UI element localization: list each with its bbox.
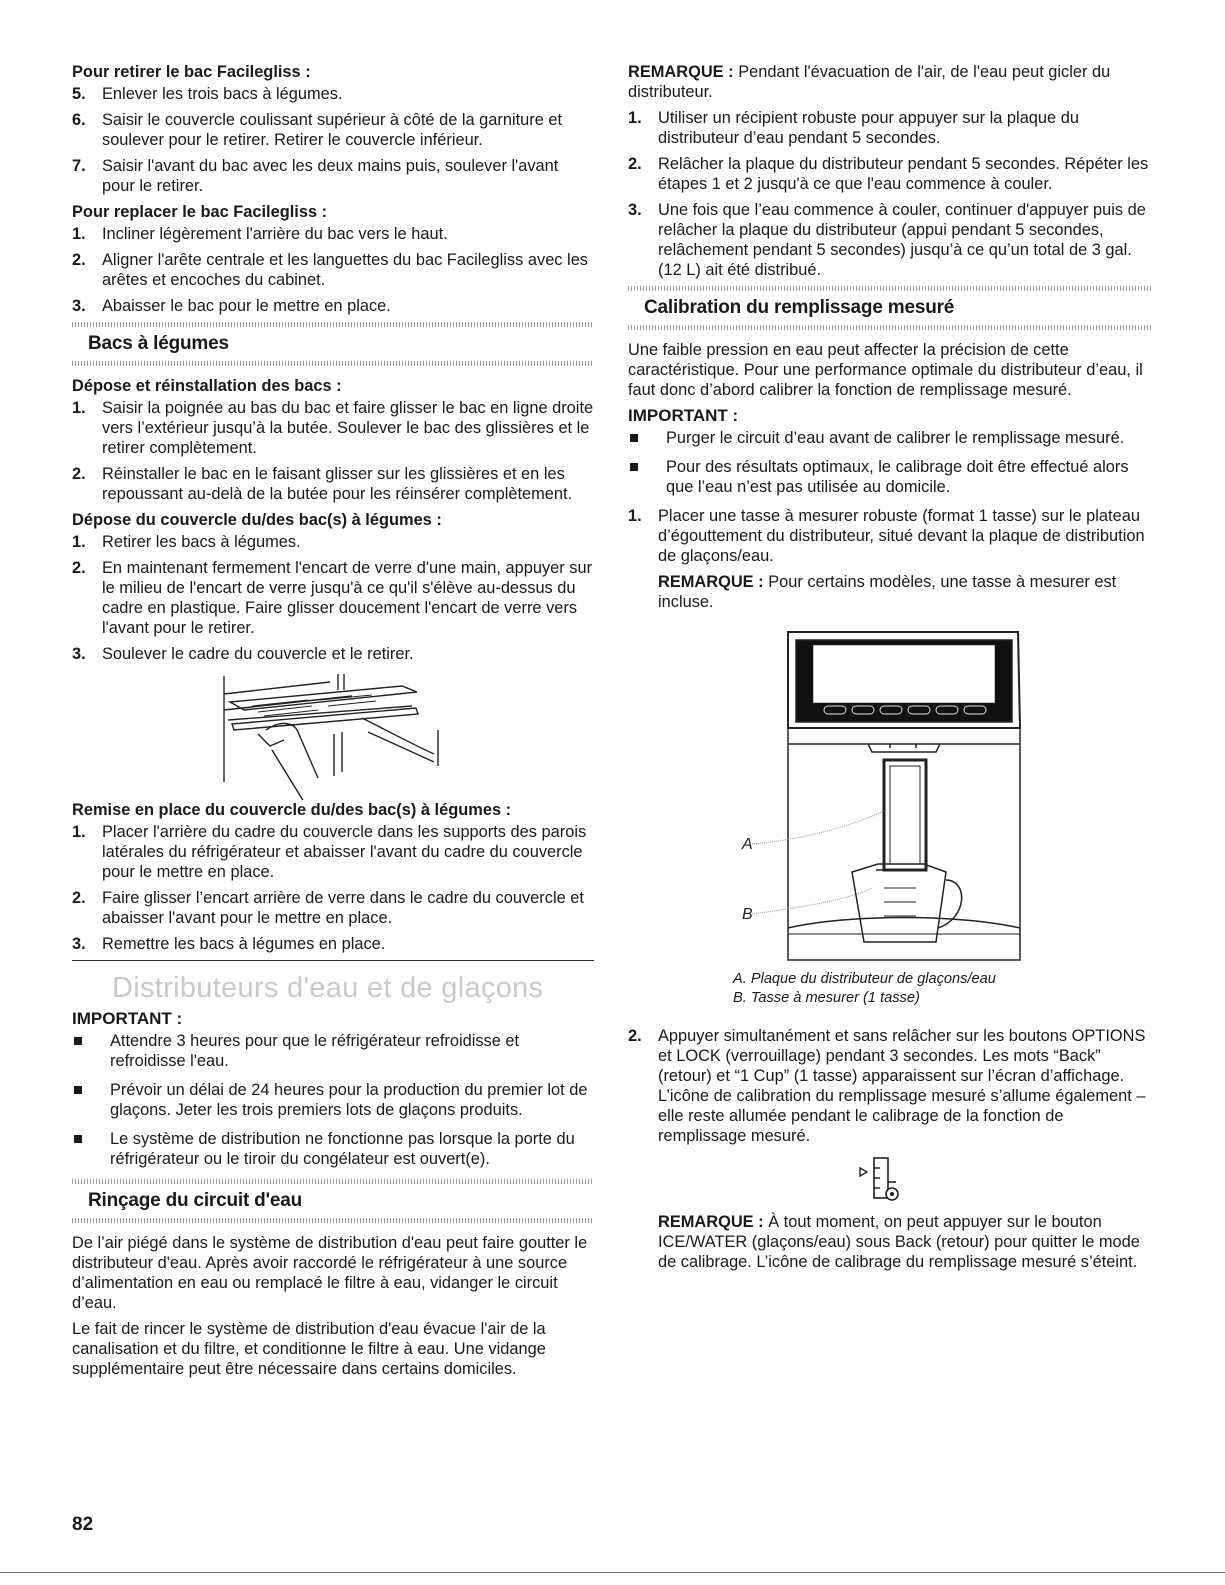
- item-text: Faire glisser l’encart arrière de verre dans le cadre du couvercle et abaisser l'avant pour le mettre en place.: [102, 889, 584, 927]
- item-number: 2.: [628, 155, 642, 173]
- note-label: REMARQUE :: [658, 1213, 764, 1231]
- right-column: [628, 62, 1153, 1278]
- list-item: [72, 934, 594, 954]
- rincage-paragraph-2: Le fait de rincer le système de distribution d'eau évacue l'air de la canalisation et du filtre, et conditionne le filtre à eau. Une vidange supplémentaire peut être nécessaire dans certains domiciles.: [72, 1320, 546, 1378]
- item-text: En maintenant fermement l'encart de verre d'une main, appuyer sur le milieu de l'encart de verre jusqu'à ce qu'il s'élève au-dessus du cadre en plastique. Faire glisser doucement l'encart de verre vers l'avant pour le retirer.: [102, 559, 593, 637]
- item-text: Saisir la poignée au bas du bac et faire glisser le bac en ligne droite vers l’extérieur jusqu’à la butée. Soulever le bac des glissières et le retirer complètement.: [102, 399, 594, 457]
- calibration-steps-2: [628, 1026, 1153, 1146]
- item-number: 2.: [72, 559, 86, 577]
- item-number: 3.: [72, 297, 86, 315]
- hatch-divider: [72, 361, 594, 366]
- list-item: [72, 1031, 594, 1071]
- item-number: 3.: [72, 935, 86, 953]
- caption-b: B. Tasse à mesurer (1 tasse): [733, 990, 920, 1006]
- sec5-list: [72, 822, 594, 954]
- sec3-list: [72, 398, 594, 504]
- sec1-title: Pour retirer le bac Facilegliss :: [72, 63, 311, 81]
- list-item: [72, 822, 594, 882]
- sec5-title: Remise en place du couvercle du/des bac(s) à légumes :: [72, 801, 512, 819]
- list-item: [72, 84, 594, 104]
- sec3-title: Dépose et réinstallation des bacs :: [72, 377, 342, 395]
- dispenser-figure: [628, 618, 1153, 968]
- list-item: [72, 110, 594, 150]
- item-number: 1.: [72, 399, 86, 417]
- list-item: [628, 108, 1153, 148]
- list-item: [72, 558, 594, 638]
- important-list: [72, 1031, 594, 1169]
- item-number: 2.: [72, 465, 86, 483]
- item-text: Abaisser le bac pour le mettre en place.: [102, 297, 391, 315]
- list-item: [72, 250, 594, 290]
- item-number: 3.: [628, 201, 642, 219]
- item-text: Relâcher la plaque du distributeur pendant 5 secondes. Répéter les étapes 1 et 2 jusqu'à ce que l'eau commence à couler.: [658, 155, 1149, 193]
- note-text: Pendant l'évacuation de l'air, de l'eau peut gicler du distributeur.: [628, 63, 1111, 101]
- list-item: [628, 200, 1153, 280]
- item-text: Aligner l'arête centrale et les languettes du bac Facilegliss avec les arêtes et encoches du cabinet.: [102, 251, 589, 289]
- item-text: Purger le circuit d’eau avant de calibrer le remplissage mesuré.: [666, 429, 1125, 447]
- calibration-heading: Calibration du remplissage mesuré: [644, 297, 955, 318]
- important-label: IMPORTANT :: [72, 1009, 183, 1028]
- item-text: Une fois que l’eau commence à couler, continuer d'appuyer puis de relâcher la plaque du distributeur (appui pendant 5 secondes, relâchement pendant 5 secondes) jusqu’à ce qu’un total de 3 gal. (12 L) ait été distribué.: [658, 201, 1146, 279]
- note-text: À tout moment, on peut appuyer sur le bouton ICE/WATER (glaçons/eau) sous Back (retour) pour quitter le mode de calibrage. L’icône de calibrage du remplissage mesuré s’éteint.: [658, 1213, 1140, 1271]
- item-text: Saisir le couvercle coulissant supérieur à côté de la garniture et soulever pour le retirer. Retirer le couvercle inférieur.: [102, 111, 563, 149]
- crisper-cover-drawing: [72, 670, 594, 800]
- note-label: REMARQUE :: [658, 573, 764, 591]
- sec1-list: [72, 84, 594, 196]
- flush-list: [628, 108, 1153, 280]
- section-rule: [72, 960, 594, 961]
- important-list: [628, 428, 1153, 497]
- figure-label-b: B: [742, 906, 753, 923]
- list-item: [72, 156, 594, 196]
- figure-label-a: A: [742, 836, 753, 853]
- hatch-divider: [72, 1179, 594, 1184]
- item-text: Attendre 3 heures pour que le réfrigérateur refroidisse et refroidisse l'eau.: [110, 1032, 520, 1070]
- item-text: Enlever les trois bacs à légumes.: [102, 85, 343, 103]
- list-item: [72, 464, 594, 504]
- list-item: [628, 506, 1153, 612]
- hatch-divider: [628, 325, 1153, 330]
- bullet-square: [74, 1037, 82, 1045]
- item-number: 6.: [72, 111, 86, 129]
- item-number: 3.: [72, 645, 86, 663]
- list-item: [628, 154, 1153, 194]
- item-text: Soulever le cadre du couvercle et le retirer.: [102, 645, 414, 663]
- step1-note: [658, 572, 1153, 612]
- rincage-heading: Rinçage du circuit d'eau: [88, 1190, 303, 1211]
- item-number: 5.: [72, 85, 86, 103]
- item-number: 1.: [72, 225, 86, 243]
- item-text: Remettre les bacs à légumes en place.: [102, 935, 386, 953]
- caption-a: A. Plaque du distributeur de glaçons/eau: [733, 971, 996, 987]
- measured-fill-calibration-icon: [856, 1154, 916, 1206]
- list-item: [72, 1129, 594, 1169]
- note-text: Pour certains modèles, une tasse à mesurer est incluse.: [658, 573, 1117, 611]
- hatch-divider: [628, 286, 1153, 291]
- bullet-square: [74, 1135, 82, 1143]
- item-text: Prévoir un délai de 24 heures pour la production du premier lot de glaçons. Jeter les trois premiers lots de glaçons produits.: [110, 1081, 588, 1119]
- list-item: [628, 1026, 1153, 1146]
- note-exit-calibration: [628, 1212, 1153, 1272]
- item-text: Placer l'arrière du cadre du couvercle dans les supports des parois latérales du réfrigérateur et abaisser l'avant du cadre du couvercle pour le mettre en place.: [102, 823, 587, 881]
- bottom-rule: [0, 1572, 1225, 1573]
- item-text: Saisir l'avant du bac avec les deux mains puis, soulever l'avant pour le retirer.: [102, 157, 559, 195]
- item-number: 1.: [628, 109, 642, 127]
- list-item: [72, 1080, 594, 1120]
- item-number: 2.: [72, 889, 86, 907]
- item-number: 2.: [72, 251, 86, 269]
- list-item: [72, 398, 594, 458]
- list-item: [72, 532, 594, 552]
- list-item: [72, 296, 594, 316]
- item-text: Le système de distribution ne fonctionne pas lorsque la porte du réfrigérateur ou le tiroir du congélateur est ouvert(e).: [110, 1130, 575, 1168]
- calibration-paragraph: Une faible pression en eau peut affecter la précision de cette caractéristique. Pour une performance optimale du distributeur d’eau, il faut donc d’abord calibrer la fonction de remplissage mesuré.: [628, 341, 1143, 399]
- item-text: Appuyer simultanément et sans relâcher sur les boutons OPTIONS et LOCK (verrouillage) pendant 3 secondes. Les mots “Back” (retour) et “1 Cup” (1 tasse) apparaissent sur l’écran d’affichage. L’icône de calibration du remplissage mesuré s’allume également – elle reste allumée pendant le calibrage de la fonction de remplissage mesuré.: [658, 1027, 1146, 1145]
- hatch-divider: [72, 322, 594, 327]
- item-text: Incliner légèrement l'arrière du bac vers le haut.: [102, 225, 448, 243]
- figure-caption: [733, 970, 1153, 1008]
- important-label: IMPORTANT :: [628, 406, 739, 425]
- item-number: 7.: [72, 157, 86, 175]
- list-item: [72, 888, 594, 928]
- bullet-square: [630, 463, 638, 471]
- page-number: 82: [72, 1514, 94, 1535]
- item-text: Réinstaller le bac en le faisant glisser sur les glissières et en les repoussant au-delà de la butée pour les réinsérer complètement.: [102, 465, 573, 503]
- bullet-square: [630, 434, 638, 442]
- calibration-icon-wrap: [628, 1154, 1153, 1206]
- list-item: [628, 428, 1153, 448]
- crisper-cover-illustration: [72, 670, 594, 800]
- item-text: Retirer les bacs à légumes.: [102, 533, 301, 551]
- note-air-evacuation: [628, 62, 1153, 102]
- dispenser-drawing: [628, 618, 1153, 968]
- calibration-steps: [628, 506, 1153, 612]
- item-number: 1.: [72, 823, 86, 841]
- item-number: 2.: [628, 1027, 642, 1045]
- item-number: 1.: [72, 533, 86, 551]
- item-number: 1.: [628, 507, 642, 525]
- sec2-title: Pour replacer le bac Facilegliss :: [72, 203, 328, 221]
- hatch-divider: [72, 1218, 594, 1223]
- sec4-list: [72, 532, 594, 664]
- sec2-list: [72, 224, 594, 316]
- list-item: [628, 457, 1153, 497]
- dispensers-heading: Distributeurs d'eau et de glaçons: [112, 972, 544, 1004]
- item-text: Utiliser un récipient robuste pour appuyer sur la plaque du distributeur d’eau pendant 5 secondes.: [658, 109, 1079, 147]
- left-column: [72, 62, 594, 1385]
- rincage-paragraph-1: De l’air piégé dans le système de distribution d'eau peut faire goutter le distributeur d'eau. Après avoir raccordé le réfrigérateur à une source d’alimentation en eau ou remplacé le filtre à eau, vidanger le circuit d’eau.: [72, 1234, 588, 1312]
- sec4-title: Dépose du couvercle du/des bac(s) à légumes :: [72, 511, 442, 529]
- bullet-square: [74, 1086, 82, 1094]
- note-label: REMARQUE :: [628, 63, 734, 81]
- item-text: Pour des résultats optimaux, le calibrage doit être effectué alors que l’eau n’est pas utilisée au domicile.: [666, 458, 1129, 496]
- list-item: [72, 224, 594, 244]
- bacs-heading: Bacs à légumes: [88, 333, 229, 354]
- list-item: [72, 644, 594, 664]
- item-text: Placer une tasse à mesurer robuste (format 1 tasse) sur le plateau d’égouttement du distributeur, situé devant la plaque de distribution de glaçons/eau.: [658, 507, 1145, 565]
